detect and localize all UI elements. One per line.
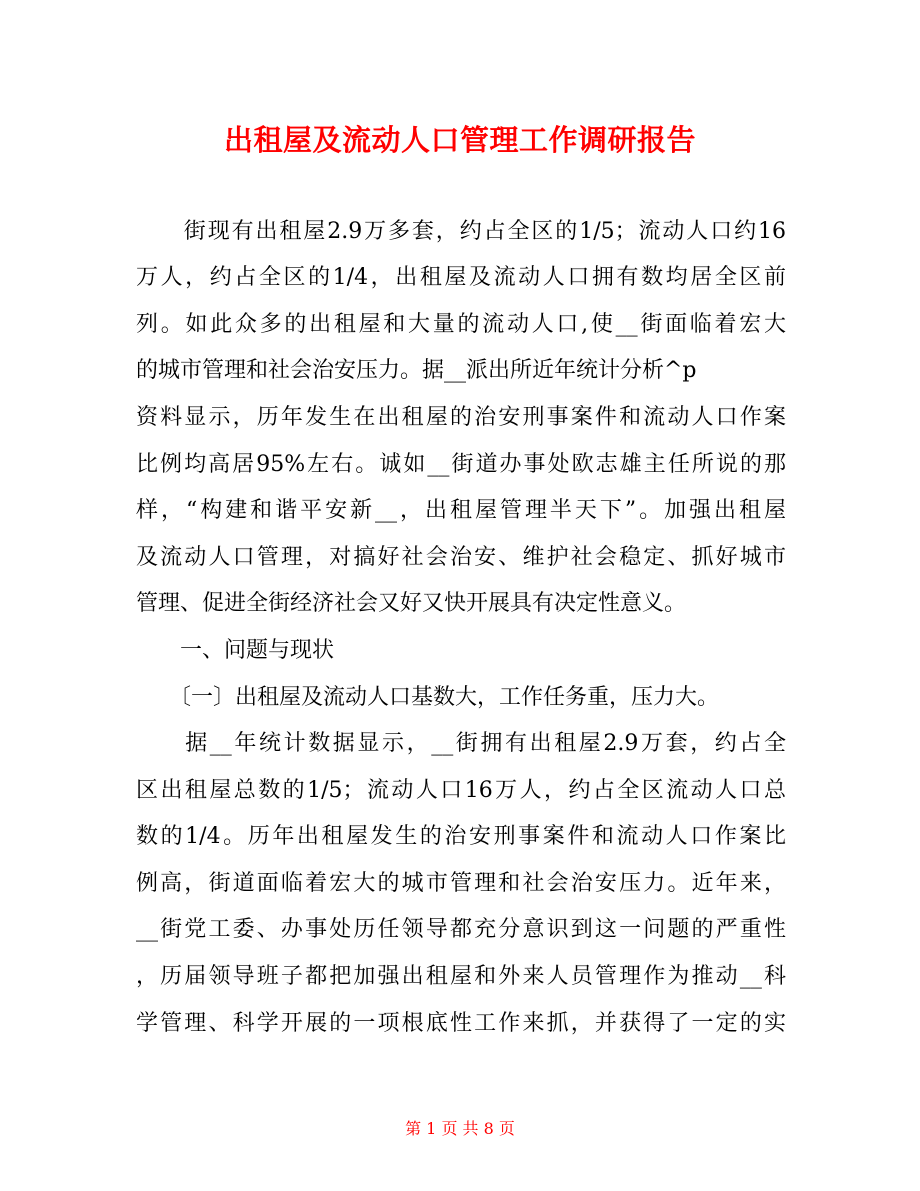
body-line: ，历届领导班子都把加强出租屋和外来人员管理作为推动__科 (136, 964, 786, 989)
body-line: 街现有出租屋2.9万多套，约占全区的1/5；流动人口约16 (136, 219, 786, 244)
body-line: 管理、促进全街经济社会又好又快开展具有决定性意义。 (136, 591, 687, 616)
body-line: 的城市管理和社会治安压力。据__派出所近年统计分析^p (136, 358, 697, 383)
body-line: 学管理、科学开展的一项根底性工作来抓，并获得了一定的实 (136, 1011, 786, 1036)
body-line: __街党工委、办事处历任领导都充分意识到这一问题的严重性 (136, 917, 786, 942)
body-line: 样，“构建和谐平安新__，出租屋管理半天下”。加强出租屋 (136, 498, 786, 523)
section-heading: 一、问题与现状 (136, 638, 335, 663)
body-line: 据__年统计数据显示，__街拥有出租屋2.9万套，约占全 (136, 731, 786, 756)
subsection-heading: 〔一〕出租屋及流动人口基数大，工作任务重，压力大。 (136, 685, 720, 710)
body-line: 万人，约占全区的1/4，出租屋及流动人口拥有数均居全区前 (136, 265, 786, 290)
page-footer: 第 1 页 共 8 页 (405, 1119, 515, 1138)
body-line: 列。如此众多的出租屋和大量的流动人口,使__街面临着宏大 (136, 312, 786, 337)
body-line: 例高，街道面临着宏大的城市管理和社会治安压力。近年来， (136, 871, 786, 896)
body-line: 区出租屋总数的1/5；流动人口16万人，约占全区流动人口总 (136, 778, 786, 803)
body-line: 及流动人口管理，对搞好社会治安、维护社会稳定、抓好城市 (136, 545, 786, 570)
body-line: 数的1/4。历年出租屋发生的治安刑事案件和流动人口作案比 (136, 824, 786, 849)
document-title: 出租屋及流动人口管理工作调研报告 (223, 123, 696, 157)
body-line: 资料显示，历年发生在出租屋的治安刑事案件和流动人口作案 (136, 405, 786, 430)
body-line: 比例均高居95%左右。诚如__街道办事处欧志雄主任所说的那 (136, 452, 786, 477)
